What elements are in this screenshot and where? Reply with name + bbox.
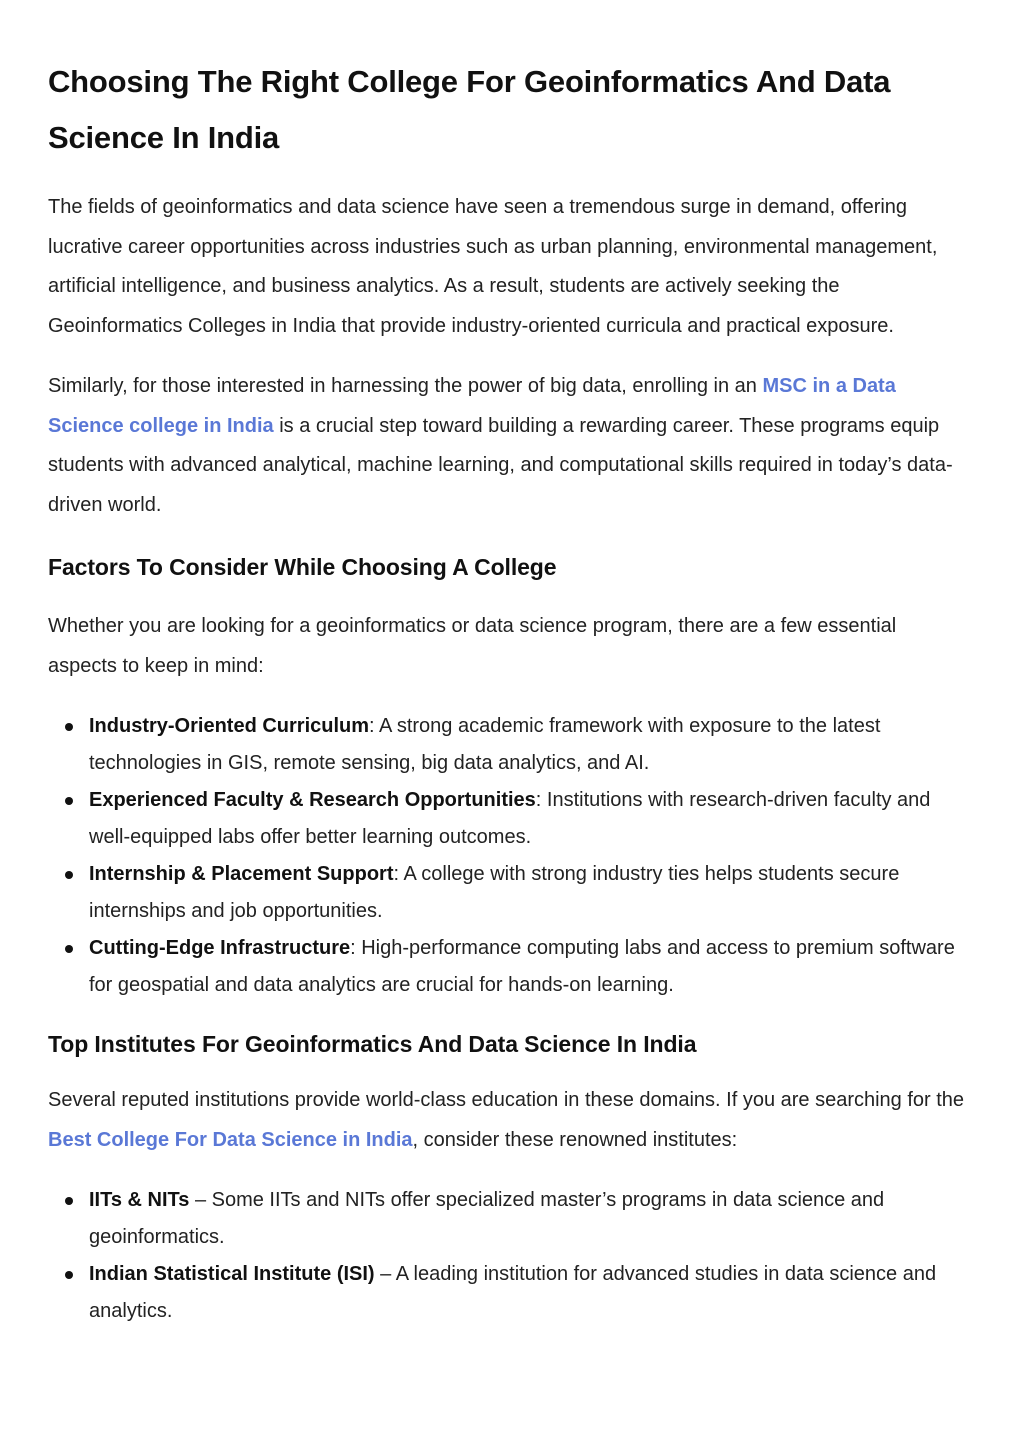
institutes-list bbox=[48, 1182, 966, 1330]
list-item-faculty-research bbox=[48, 782, 966, 856]
intro-paragraph-2-text-after: is a crucial step toward building a rewarding career. These programs equip students with advanced analytical, machine learning, and computational skills required in today’s data-driven world. bbox=[48, 414, 953, 516]
list-item-isi bbox=[48, 1256, 966, 1330]
factors-intro: Whether you are looking for a geoinformatics or data science program, there are a few essential aspects to keep in mind: bbox=[48, 615, 897, 677]
list-item-internship-placement bbox=[48, 856, 966, 930]
intro-paragraph-1: The fields of geoinformatics and data science have seen a tremendous surge in demand, offering lucrative career opportunities across industries such as urban planning, environmental management, artificial intelligence, and business analytics. As a result, students are actively seeking the Geoinformatics Colleges in India that provide industry-oriented curricula and practical exposure. bbox=[48, 196, 938, 337]
factors-list bbox=[48, 708, 966, 1004]
list-item-infrastructure bbox=[48, 930, 966, 1004]
list-item-title: IITs & NITs bbox=[89, 1189, 190, 1211]
top-institutes-intro-text-before: Several reputed institutions provide world-class education in these domains. If you are searching for the bbox=[48, 1089, 965, 1111]
factors-heading: Factors To Consider While Choosing A College bbox=[48, 554, 557, 580]
list-item-title: Internship & Placement Support bbox=[89, 863, 394, 885]
list-item-text: : Institutions with research-driven faculty and well-equipped labs offer better learning outcomes. bbox=[89, 789, 931, 848]
top-institutes-heading: Top Institutes For Geoinformatics And Data Science In India bbox=[48, 1031, 697, 1057]
list-item-title: Indian Statistical Institute (ISI) bbox=[89, 1263, 375, 1285]
list-item-industry-curriculum bbox=[48, 708, 966, 782]
list-item-text: : A college with strong industry ties helps students secure internships and job opportunities. bbox=[89, 863, 900, 922]
top-institutes-intro bbox=[48, 1081, 966, 1160]
list-item-title: Industry-Oriented Curriculum bbox=[89, 715, 370, 737]
msc-data-science-link[interactable]: MSC in a Data Science college in India bbox=[48, 375, 896, 437]
intro-paragraph-2-text-before: Similarly, for those interested in harnessing the power of big data, enrolling in an bbox=[48, 375, 763, 397]
list-item-text: – Some IITs and NITs offer specialized master’s programs in data science and geoinformatics. bbox=[89, 1189, 885, 1248]
list-item-iits-nits bbox=[48, 1182, 966, 1256]
top-institutes-intro-text-after: , consider these renowned institutes: bbox=[412, 1128, 738, 1151]
page-title: Choosing The Right College For Geoinformatics And Data Science In India bbox=[48, 64, 891, 155]
intro-paragraph-2 bbox=[48, 367, 966, 525]
list-item-title: Cutting-Edge Infrastructure bbox=[89, 937, 351, 959]
list-item-text: : A strong academic framework with exposure to the latest technologies in GIS, remote sensing, big data analytics, and AI. bbox=[89, 715, 881, 774]
best-college-data-science-link[interactable]: Best College For Data Science in India bbox=[48, 1128, 413, 1151]
list-item-text: – A leading institution for advanced studies in data science and analytics. bbox=[89, 1263, 937, 1322]
list-item-text: : High-performance computing labs and access to premium software for geospatial and data analytics are crucial for hands-on learning. bbox=[89, 937, 955, 996]
list-item-title: Experienced Faculty & Research Opportunities bbox=[89, 789, 536, 811]
